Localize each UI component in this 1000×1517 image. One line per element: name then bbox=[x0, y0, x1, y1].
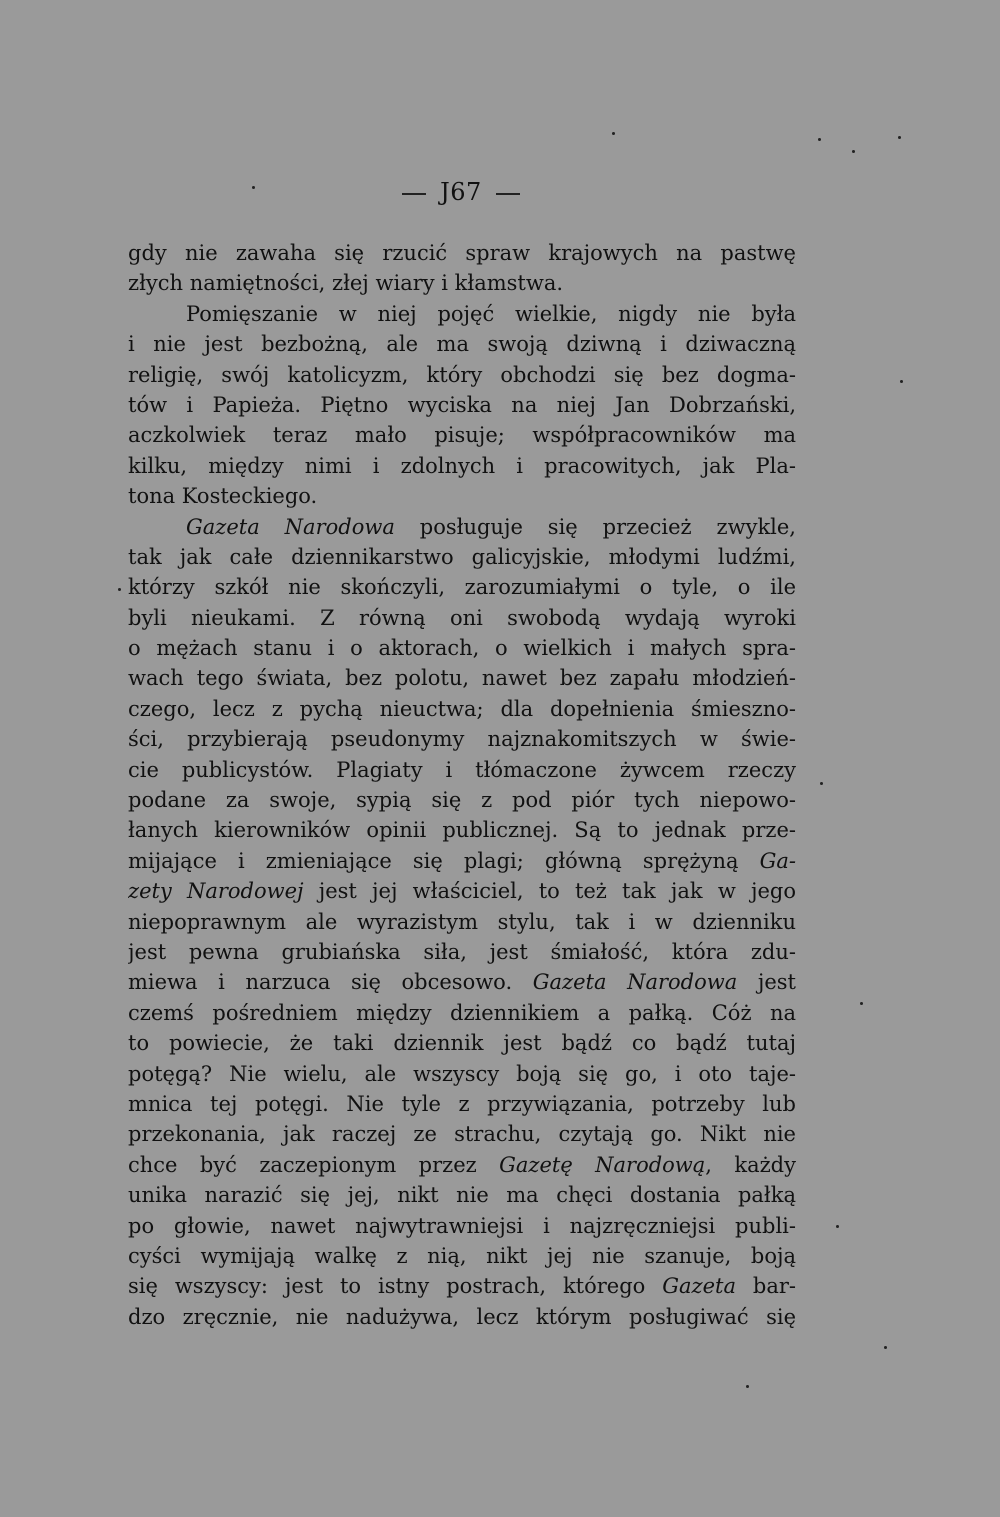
line-text: i nie jest bezbożną, ale ma swoją dziwną i dziwaczną bbox=[128, 332, 796, 357]
line-text: unika narazić się jej, nikt nie ma chęci dostania pałką bbox=[128, 1183, 796, 1208]
line-text: tak jak całe dziennikarstwo galicyjskie, młodymi ludźmi, bbox=[128, 544, 796, 569]
scan-speck bbox=[818, 138, 821, 141]
text-line bbox=[128, 846, 796, 876]
italic-title: Gazeta bbox=[662, 1274, 736, 1299]
line-text: niepoprawnym ale wyrazistym stylu, tak i w dzienniku bbox=[128, 909, 796, 934]
line-text: byli nieukami. Z równą oni swobodą wydają wyroki bbox=[128, 605, 796, 630]
text-line bbox=[128, 360, 796, 390]
text-line bbox=[128, 1302, 796, 1332]
scan-speck bbox=[118, 588, 121, 591]
text-line bbox=[128, 420, 796, 450]
text-line bbox=[128, 542, 796, 572]
line-text: czego, lecz z pychą nieuctwa; dla dopełnienia śmieszno- bbox=[128, 696, 796, 721]
line-text: miewa i narzuca się obcesowo. bbox=[128, 970, 533, 995]
line-text: dzo zręcznie, nie nadużywa, lecz którym posługiwać się bbox=[128, 1304, 796, 1329]
line-text: łanych kierowników opinii publicznej. Są to jednak prze- bbox=[128, 818, 796, 843]
line-text: po głowie, nawet najwytrawniejsi i najzręczniejsi publi- bbox=[128, 1213, 796, 1238]
text-line bbox=[128, 815, 796, 845]
left-dash bbox=[402, 193, 426, 195]
line-text-tail: jest bbox=[737, 970, 796, 995]
text-line bbox=[128, 755, 796, 785]
text-line bbox=[128, 876, 796, 906]
text-line bbox=[128, 512, 796, 542]
line-text: gdy nie zawaha się rzucić spraw krajowych na pastwę bbox=[128, 241, 796, 265]
line-text-tail: , każdy bbox=[705, 1152, 796, 1177]
line-text: religię, swój katolicyzm, który obchodzi się bez dogma- bbox=[128, 362, 796, 387]
text-line bbox=[128, 1089, 796, 1119]
scan-speck bbox=[820, 782, 823, 785]
line-text: jest jej właściciel, to też tak jak w jego bbox=[303, 879, 796, 904]
page-number-header bbox=[0, 176, 922, 208]
italic-title: Ga- bbox=[759, 848, 796, 873]
text-line bbox=[128, 572, 796, 602]
line-text: tona Kosteckiego. bbox=[128, 484, 318, 509]
line-text: się wszyscy: jest to istny postrach, którego bbox=[128, 1274, 663, 1299]
text-line bbox=[128, 724, 796, 754]
line-text: czemś pośredniem między dziennikiem a pałką. Cóż na bbox=[128, 1000, 796, 1025]
text-line bbox=[128, 603, 796, 633]
text-line bbox=[128, 1028, 796, 1058]
line-text: złych namiętności, złej wiary i kłamstwa. bbox=[128, 271, 564, 296]
line-text: potęgą? Nie wielu, ale wszyscy boją się go, i oto taje- bbox=[128, 1061, 796, 1086]
scan-speck bbox=[900, 380, 903, 383]
text-line bbox=[128, 907, 796, 937]
text-line bbox=[128, 451, 796, 481]
right-dash bbox=[496, 193, 520, 195]
text-line bbox=[128, 1180, 796, 1210]
line-text: posługuje się przecież zwykle, bbox=[394, 514, 796, 539]
text-line bbox=[128, 633, 796, 663]
scan-speck bbox=[836, 1225, 839, 1228]
text-line bbox=[128, 329, 796, 359]
line-text-tail: bar- bbox=[735, 1274, 796, 1299]
scan-speck bbox=[852, 150, 855, 153]
page-number: J67 bbox=[440, 178, 482, 206]
line-text: Pomięszanie w niej pojęć wielkie, nigdy nie była bbox=[186, 301, 796, 326]
text-line bbox=[128, 663, 796, 693]
text-line bbox=[128, 238, 796, 268]
text-line bbox=[128, 694, 796, 724]
italic-title: Gazeta Narodowa bbox=[532, 970, 738, 995]
italic-title: Gazetę Narodową bbox=[499, 1152, 706, 1177]
text-line bbox=[128, 299, 796, 329]
scan-speck bbox=[884, 1346, 887, 1349]
scan-speck bbox=[252, 186, 255, 189]
line-text: przekonania, jak raczej ze strachu, czytają go. Nikt nie bbox=[128, 1122, 796, 1147]
line-text: mijające i zmieniające się plagi; główną sprężyną bbox=[128, 848, 760, 873]
italic-title: Gazeta Narodowa bbox=[186, 514, 395, 539]
text-line bbox=[128, 1150, 796, 1180]
line-text: którzy szkół nie skończyli, zarozumiałymi o tyle, o ile bbox=[128, 575, 796, 600]
line-text: podane za swoje, sypią się z pod piór tych niepowo- bbox=[128, 788, 796, 813]
italic-title: zety Narodowej bbox=[128, 879, 304, 904]
body-text bbox=[128, 238, 796, 1332]
line-text: chce być zaczepionym przez bbox=[128, 1152, 500, 1177]
text-line bbox=[128, 390, 796, 420]
text-line bbox=[128, 785, 796, 815]
line-text: to powiecie, że taki dziennik jest bądź co bądź tutaj bbox=[128, 1031, 796, 1056]
line-text: mnica tej potęgi. Nie tyle z przywiązania, potrzeby lub bbox=[128, 1091, 796, 1116]
text-line bbox=[128, 481, 796, 511]
scan-speck bbox=[746, 1385, 749, 1388]
line-text: jest pewna grubiańska siła, jest śmiałość, która zdu- bbox=[128, 939, 796, 964]
line-text: ści, przybierają pseudonymy najznakomitszych w świe- bbox=[128, 727, 796, 752]
text-line bbox=[128, 1271, 796, 1301]
line-text: aczkolwiek teraz mało pisuje; współpracowników ma bbox=[128, 423, 796, 448]
line-text: tów i Papieża. Piętno wyciska na niej Jan Dobrzański, bbox=[128, 392, 796, 417]
line-text: kilku, między nimi i zdolnych i pracowitych, jak Pla- bbox=[128, 453, 796, 478]
line-text: cyści wymijają walkę z nią, nikt jej nie szanuje, boją bbox=[128, 1243, 796, 1268]
text-line bbox=[128, 1059, 796, 1089]
line-text: cie publicystów. Plagiaty i tłómaczone żywcem rzeczy bbox=[128, 757, 796, 782]
text-line bbox=[128, 998, 796, 1028]
text-line bbox=[128, 1119, 796, 1149]
scan-speck bbox=[612, 132, 615, 135]
line-text: o mężach stanu i o aktorach, o wielkich i małych spra- bbox=[128, 636, 796, 661]
scan-speck bbox=[860, 1002, 863, 1005]
text-line bbox=[128, 1241, 796, 1271]
text-line bbox=[128, 268, 796, 298]
scan-speck bbox=[898, 136, 901, 139]
line-text: wach tego świata, bez polotu, nawet bez zapału młodzień- bbox=[128, 666, 796, 691]
text-line bbox=[128, 1211, 796, 1241]
text-line bbox=[128, 937, 796, 967]
text-line bbox=[128, 967, 796, 997]
